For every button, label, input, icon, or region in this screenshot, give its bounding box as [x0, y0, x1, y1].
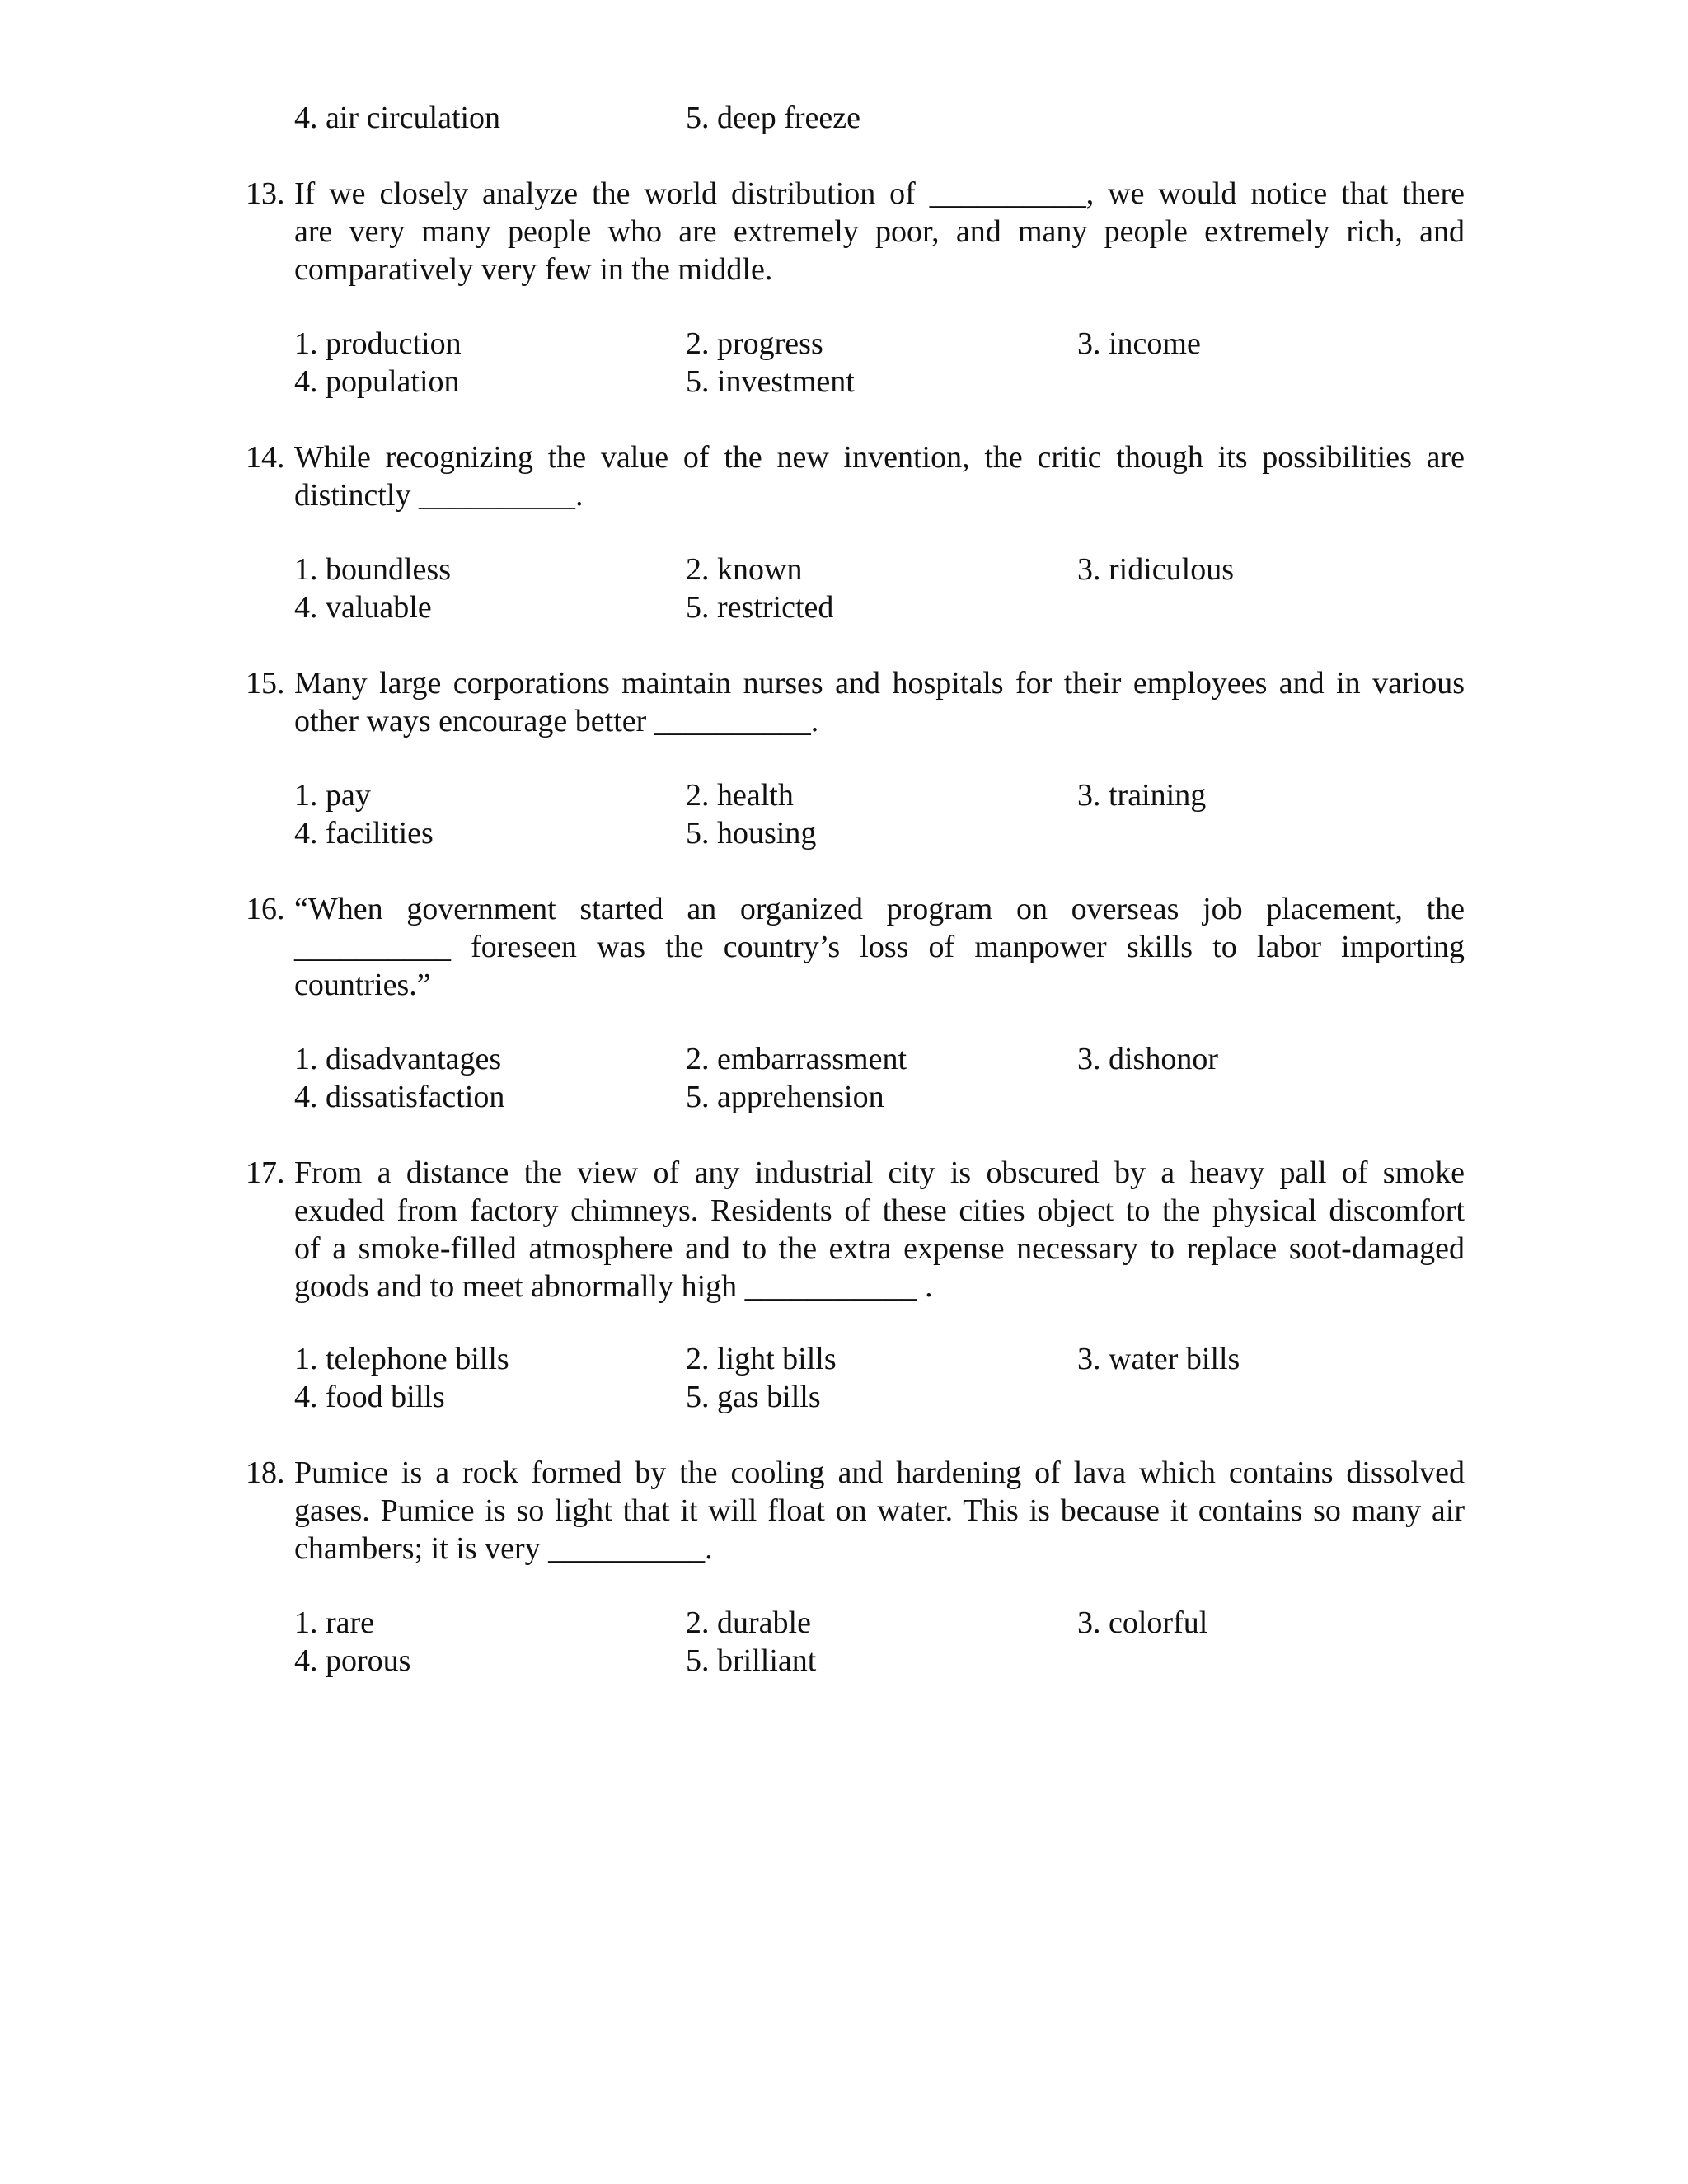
question-text — [294, 438, 1465, 514]
option-4: 4. porous — [294, 1643, 411, 1678]
question-line: Pumice is a rock formed by the cooling and hardening of lava which contains dissolved — [294, 1455, 1465, 1490]
option-3: 3. colorful — [1077, 1605, 1208, 1640]
option-5: 5. apprehension — [686, 1080, 884, 1114]
option-3: 3. ridiculous — [1077, 552, 1234, 587]
option-3: 3. income — [1077, 326, 1201, 361]
option-4: 4. dissatisfaction — [294, 1080, 505, 1114]
question-line: goods and to meet abnormally high ___________ . — [294, 1269, 933, 1304]
question-line: chambers; it is very __________. — [294, 1531, 713, 1566]
question-line: While recognizing the value of the new invention, the critic though its possibilities are — [294, 440, 1465, 475]
question-number: 16. — [246, 892, 285, 926]
question-line: countries.” — [294, 968, 431, 1002]
option-4: 4. valuable — [294, 590, 432, 625]
option-3: 3. training — [1077, 778, 1207, 813]
question-line: comparatively very few in the middle. — [294, 252, 773, 287]
question-text — [294, 1154, 1465, 1305]
question-line: “When government started an organized program on overseas job placement, the — [294, 892, 1465, 926]
question-number: 13. — [246, 176, 285, 211]
question-number: 14. — [246, 440, 285, 475]
option-2: 2. embarrassment — [686, 1042, 907, 1076]
option-3: 3. dishonor — [1077, 1042, 1218, 1076]
question-line: If we closely analyze the world distribution of __________, we would notice that there — [294, 176, 1465, 211]
question-number: 17. — [246, 1155, 285, 1190]
question-line: From a distance the view of any industrial city is obscured by a heavy pall of smoke — [294, 1155, 1465, 1190]
option-2: 2. progress — [686, 326, 823, 361]
option-1: 1. telephone bills — [294, 1342, 509, 1376]
question-line: __________ foreseen was the country’s loss of manpower skills to labor importing — [294, 930, 1465, 964]
option-5: 5. brilliant — [686, 1643, 817, 1678]
option-5: 5. investment — [686, 364, 855, 399]
option-5: 5. housing — [686, 816, 817, 851]
question-line: gases. Pumice is so light that it will float on water. This is because it contains so many air — [294, 1493, 1465, 1528]
option-4: 4. population — [294, 364, 460, 399]
option-1: 1. rare — [294, 1605, 375, 1640]
option-5: 5. restricted — [686, 590, 834, 625]
option-1: 1. boundless — [294, 552, 451, 587]
question-text — [294, 664, 1465, 740]
option-1: 1. pay — [294, 778, 371, 813]
option-1: 1. production — [294, 326, 462, 361]
option-prev-5: 5. deep freeze — [686, 101, 861, 135]
question-line: are very many people who are extremely poor, and many people extremely rich, and — [294, 214, 1465, 249]
option-prev-4: 4. air circulation — [294, 101, 501, 135]
option-2: 2. durable — [686, 1605, 811, 1640]
question-line: exuded from factory chimneys. Residents of these cities object to the physical discomfort — [294, 1193, 1465, 1228]
option-2: 2. health — [686, 778, 794, 813]
question-line: Many large corporations maintain nurses and hospitals for their employees and in various — [294, 666, 1465, 701]
option-2: 2. known — [686, 552, 803, 587]
question-line: of a smoke-filled atmosphere and to the extra expense necessary to replace soot-damaged — [294, 1231, 1465, 1266]
option-4: 4. food bills — [294, 1380, 445, 1414]
question-line: other ways encourage better __________. — [294, 704, 819, 738]
option-3: 3. water bills — [1077, 1342, 1240, 1376]
option-4: 4. facilities — [294, 816, 434, 851]
question-number: 18. — [246, 1455, 285, 1490]
option-5: 5. gas bills — [686, 1380, 821, 1414]
option-1: 1. disadvantages — [294, 1042, 502, 1076]
question-number: 15. — [246, 666, 285, 701]
question-text — [294, 890, 1465, 1004]
question-text — [294, 175, 1465, 288]
question-text — [294, 1454, 1465, 1568]
option-2: 2. light bills — [686, 1342, 837, 1376]
question-line: distinctly __________. — [294, 478, 584, 513]
